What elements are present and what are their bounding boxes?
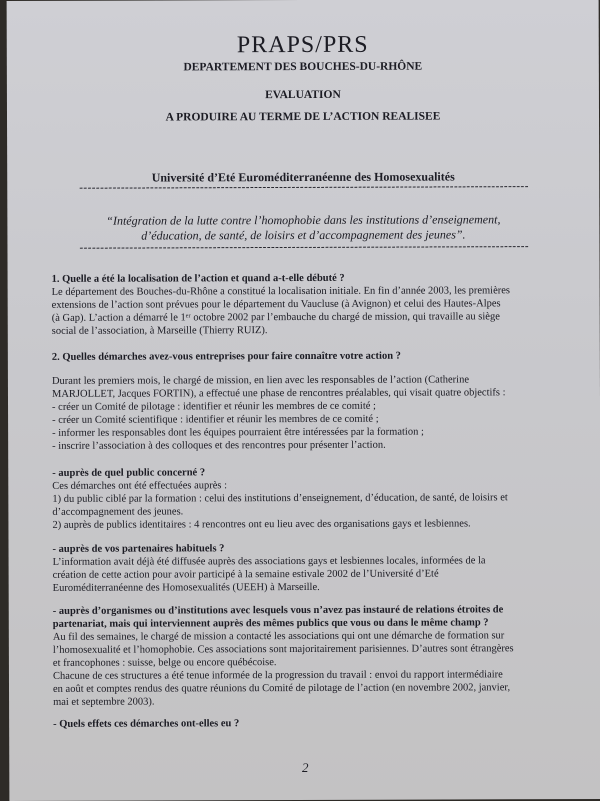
question-2: [52, 349, 564, 453]
section-title: - auprès de vos partenaires habituels ?: [52, 543, 225, 555]
paragraph-line: (à Gap). L’action a démarré le 1ᵉʳ octobre 2002 par l’embauche du chargé de mission, qui travaille au siège: [51, 311, 500, 324]
project-quote: [37, 212, 569, 244]
section-effects-title: - Quels effets ces démarches ont-elles eu ?: [53, 718, 240, 730]
paragraph-line: Chacune de ces structures a été tenue informée de la progression du travail : envoi du rapport intermédiaire: [52, 669, 503, 682]
evaluation-heading: EVALUATION: [265, 88, 341, 102]
quote-line: “Intégration de la lutte contre l’homophobie dans les institutions d’enseignement,: [106, 212, 501, 228]
bullet-item: - informer les responsables dont les équipes pourraient être intéressées par la formation ;: [52, 426, 424, 439]
bullet-item: - créer un Comité de pilotage : identifier et réunir les membres de ce comité ;: [52, 400, 376, 413]
paragraph-line: Ces démarches ont été effectuées auprès :: [52, 480, 228, 492]
paragraph-line: et francophones : suisse, belge ou encore québécoise.: [52, 657, 277, 669]
paragraph-line: 2) auprès de publics identitaires : 4 rencontres ont eu lieu avec des organisations gays et lesbiennes.: [52, 518, 471, 531]
paragraph-line: social de l’association, à Marseille (Thierry RUIZ).: [51, 325, 268, 337]
paragraph-line: mai et septembre 2003).: [53, 696, 155, 708]
department-heading: DEPARTEMENT DES BOUCHES-DU-RHÔNE: [183, 60, 423, 74]
paragraph-line: extensions de l’action sont prévues pour le département du Vaucluse (à Avignon) et celui des Hautes-Alpes: [51, 298, 501, 311]
paragraph-line: L’information avait déjà été diffusée auprès des associations gays et lesbiennes locales, informées de la: [52, 555, 486, 568]
page-title: PRAPS/PRS: [236, 31, 369, 59]
paragraph-line: Le département des Bouches-du-Rhône a constitué la localisation initiale. En fin d’année 2003, les premières: [51, 285, 510, 298]
page-number: 2: [302, 759, 309, 776]
bullet-item: - créer un Comité scientifique : identifier et réunir les membres de ce comité ;: [52, 413, 379, 426]
paragraph-line: Durant les premiers mois, le chargé de mission, en lien avec les responsables de l’action (Catherine: [51, 374, 469, 387]
bullet-item: - inscrire l’association à des colloques et des rencontres pour présenter l’action.: [52, 439, 386, 452]
divider-top: ------------------------------------------------------------------------------------------------------------: [79, 180, 529, 194]
subtitle-heading: A PRODUIRE AU TERME DE L’ACTION REALISEE: [165, 110, 441, 124]
quote-line: d’éducation, de santé, de loisirs et d’accompagnement des jeunes”.: [141, 227, 466, 243]
section-title: - auprès de quel public concerné ?: [52, 467, 206, 479]
header: [7, 31, 599, 124]
section-partners: [52, 541, 564, 595]
paragraph-line: d’accompagnement des jeunes.: [52, 506, 184, 518]
project-name: Université d’Eté Euroméditerranéenne des Homosexualités: [151, 169, 455, 185]
section-public: [52, 465, 564, 532]
section-title: partenariat, mais qui interviennent auprès des mêmes publics que vous ou dans le même champ ?: [52, 617, 489, 630]
paragraph-line: Au fil des semaines, le chargé de mission a contacté les associations qui ont une démarche de formation sur: [52, 630, 505, 643]
paragraph-line: création de cette action pour avoir participé à la semaine estivale 2002 de l’Université d’Eté: [52, 568, 439, 581]
section-title: - auprès d’organismes ou d’institutions avec lesquels vous n’avez pas instauré de relations étroites de: [52, 604, 504, 617]
question-1-title: 1. Quelle a été la localisation de l’action et quand a-t-elle débuté ?: [51, 272, 345, 285]
paragraph-line: en août et comptes rendus des quatre réunions du Comité de pilotage de l’action (en novembre 2002, janvier,: [52, 682, 511, 695]
paragraph-line: l’homosexualité et l’homophobie. Ces associations sont majoritairement parisiennes. D’autres sont étrangères: [52, 643, 514, 656]
paragraph-line: MARJOLLET, Jacques FORTIN), a effectué une phase de rencontres préalables, qui visait quatre objectifs :: [51, 387, 506, 400]
paragraph-line: Euroméditerranéenne des Homosexualités (UEEH) à Marseille.: [52, 581, 320, 594]
document-page: [7, 0, 600, 801]
section-organisations: [53, 603, 565, 709]
paragraph-line: 1) du public ciblé par la formation : celui des institutions d’enseignement, d’éducation, de santé, de loisirs et: [52, 492, 508, 505]
question-2-title: 2. Quelles démarches avez-vous entreprises pour faire connaître votre action ?: [51, 350, 401, 363]
question-1: [52, 271, 564, 338]
divider-bottom: ------------------------------------------------------------------------------------------------------------: [79, 240, 530, 254]
